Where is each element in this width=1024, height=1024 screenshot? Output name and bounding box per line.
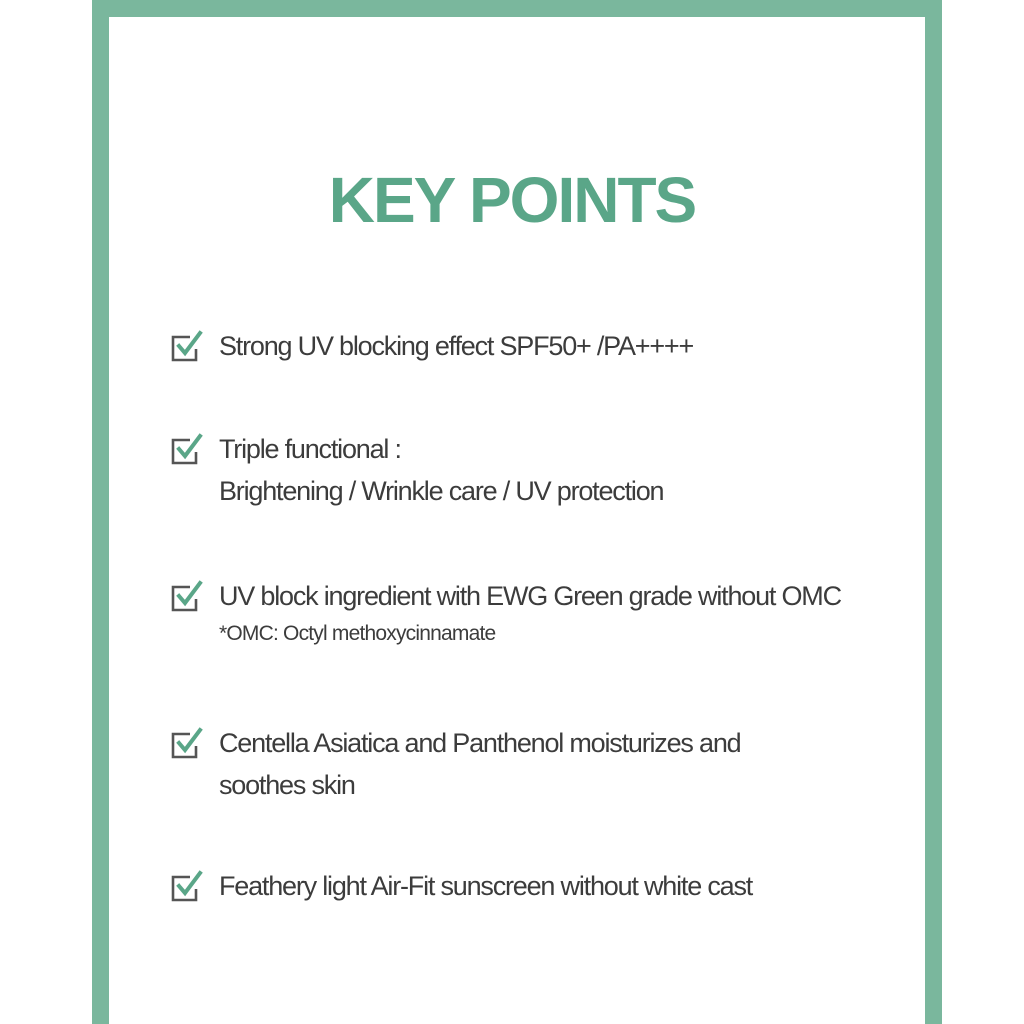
key-point-triple-functional (168, 428, 928, 512)
checkbox-checked-icon (168, 579, 204, 615)
checkbox-checked-icon (168, 432, 204, 468)
key-point-text: UV block ingredient with EWG Green grade without OMC (219, 581, 841, 611)
key-point-ewg-green (168, 575, 928, 651)
key-point-footnote: *OMC: Octyl methoxycinnamate (219, 622, 496, 645)
key-point-text: Centella Asiatica and Panthenol moisturizes and (219, 728, 741, 758)
key-point-text: Triple functional : (219, 434, 401, 464)
key-point-text: soothes skin (219, 770, 355, 800)
checkbox-checked-icon (168, 869, 204, 905)
key-point-text: Feathery light Air-Fit sunscreen without white cast (219, 871, 753, 901)
key-point-centella (168, 722, 928, 806)
key-point-uv-blocking (168, 325, 928, 367)
checkbox-checked-icon (168, 329, 204, 365)
key-point-text: Strong UV blocking effect SPF50+ /PA++++ (219, 331, 694, 361)
page-title: KEY POINTS (328, 164, 696, 236)
key-point-text: Brightening / Wrinkle care / UV protection (219, 476, 664, 506)
checkbox-checked-icon (168, 726, 204, 762)
key-point-air-fit (168, 865, 928, 907)
